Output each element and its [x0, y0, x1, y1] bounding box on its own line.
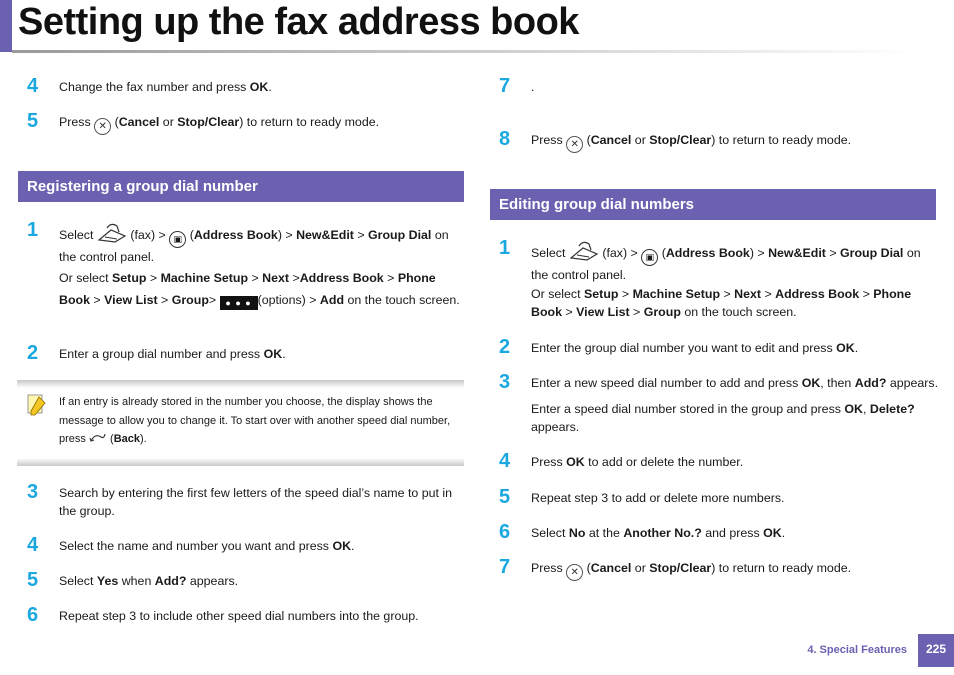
step-text: Enter a group dial number and press OK.	[59, 347, 286, 361]
step-alt-text: Or select Setup > Machine Setup > Next >Address Book > Phone Book > View List > Group> ● ● ● (options) > Add on the touch screen.	[59, 271, 460, 308]
step-number: 1	[27, 219, 39, 241]
fax-icon	[569, 240, 599, 262]
step-text: Press ✕ (Cancel or Stop/Clear) to return to ready mode.	[531, 131, 939, 153]
step-text: Repeat step 3 to include other speed dial numbers into the group.	[59, 609, 419, 623]
cancel-x-icon: ✕	[566, 136, 583, 153]
step-text: Press OK to add or delete the number.	[531, 455, 744, 469]
step-text: Select the name and number you want and press OK.	[59, 539, 355, 553]
note-top-shade	[17, 380, 464, 388]
address-book-icon: ▣	[641, 249, 658, 266]
cancel-x-icon: ✕	[94, 118, 111, 135]
section-heading-register: Registering a group dial number	[18, 171, 464, 202]
title-accent-bar	[0, 0, 12, 52]
step-number: 6	[27, 604, 39, 626]
address-book-icon: ▣	[169, 231, 186, 248]
step-number: 5	[27, 569, 39, 591]
back-icon	[89, 432, 107, 443]
step-number: 4	[27, 534, 39, 556]
note-bottom-shade	[17, 458, 464, 466]
step-text: Enter the group dial number you want to edit and press OK.	[531, 341, 859, 355]
step-text: Repeat step 3 to add or delete more numbers.	[531, 491, 785, 505]
title-divider	[12, 50, 917, 53]
section-heading-edit: Editing group dial numbers	[490, 189, 936, 220]
step-number: 4	[499, 450, 511, 472]
step-number: 7	[499, 75, 511, 97]
note-box	[17, 380, 464, 466]
note-text: If an entry is already stored in the number you choose, the display shows the message to allow you to change it. To start over with another speed dial number, press (Back).	[59, 396, 451, 445]
step-text: .	[531, 80, 535, 94]
step-number: 2	[499, 336, 511, 358]
step-text: Change the fax number and press OK.	[59, 80, 272, 94]
footer-page-number: 225	[918, 634, 954, 667]
options-dots-icon: ● ● ●	[220, 296, 258, 310]
step-text: Select (fax) > ▣ (Address Book) > New&Edit > Group Dial on the control panel.	[531, 240, 939, 284]
step-number: 8	[499, 128, 511, 150]
step-alt-text: Enter a speed dial number stored in the group and press OK, Delete? appears.	[531, 402, 915, 434]
step-text: Select Yes when Add? appears.	[59, 574, 239, 588]
step-number: 1	[499, 237, 511, 259]
step-number: 4	[27, 75, 39, 97]
step-number: 2	[27, 342, 39, 364]
step-number: 3	[27, 481, 39, 503]
step-number: 3	[499, 371, 511, 393]
step-alt-text: Or select Setup > Machine Setup > Next > Address Book > Phone Book > View List > Group on the touch screen.	[531, 287, 912, 319]
step-number: 7	[499, 556, 511, 578]
footer-chapter-label: 4. Special Features	[807, 644, 907, 656]
fax-icon	[97, 222, 127, 244]
step-text: Search by entering the first few letters of the speed dial’s name to put in the group.	[59, 486, 453, 518]
step-text: Enter a new speed dial number to add and press OK, then Add? appears.	[531, 376, 939, 390]
cancel-x-icon: ✕	[566, 564, 583, 581]
step-number: 6	[499, 521, 511, 543]
step-number: 5	[27, 110, 39, 132]
page-title: Setting up the fax address book	[18, 1, 579, 43]
note-pencil-icon	[25, 393, 47, 419]
step-text: Press ✕ (Cancel or Stop/Clear) to return to ready mode.	[59, 113, 464, 135]
step-text: Select No at the Another No.? and press OK.	[531, 526, 786, 540]
step-number: 5	[499, 486, 511, 508]
step-text: Press ✕ (Cancel or Stop/Clear) to return to ready mode.	[531, 559, 939, 581]
step-text: Select (fax) > ▣ (Address Book) > New&Edit > Group Dial on the control panel.	[59, 222, 464, 266]
